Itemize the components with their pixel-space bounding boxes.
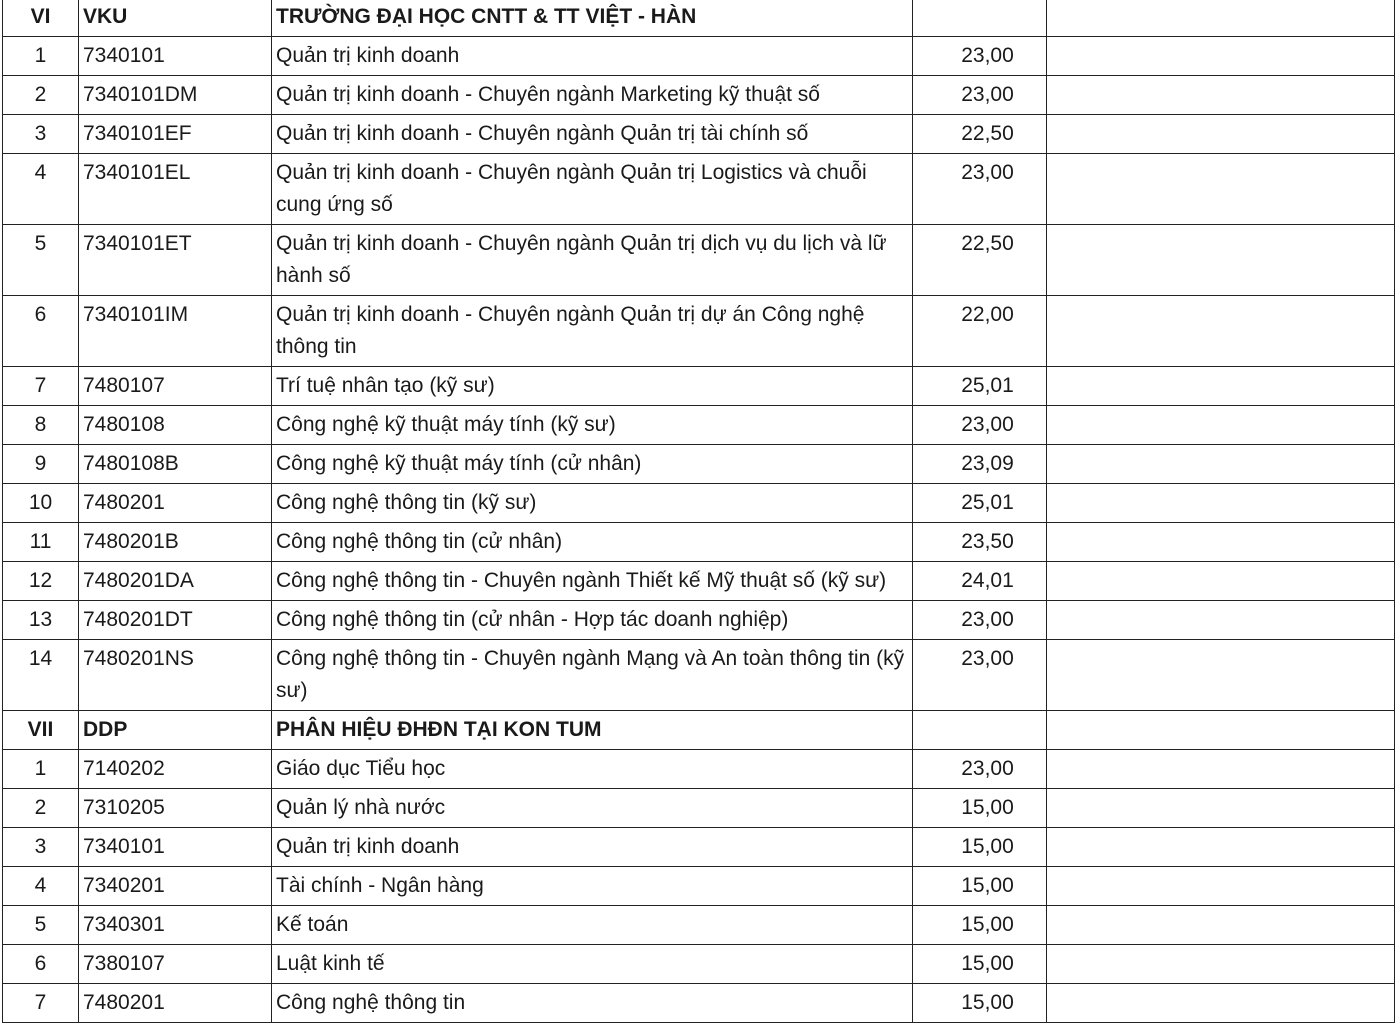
admission-score: 23,00 [913,76,1047,115]
section-roman-number: VI [3,0,79,37]
row-index: 10 [3,484,79,523]
row-index: 6 [3,296,79,367]
admission-score: 15,00 [913,867,1047,906]
major-name: Quản trị kinh doanh - Chuyên ngành Quản trị dự án Công nghệ thông tin [272,296,913,367]
note-cell [1047,984,1395,1023]
row-index: 14 [3,640,79,711]
admission-score: 22,00 [913,296,1047,367]
major-name: Quản trị kinh doanh - Chuyên ngành Quản trị tài chính số [272,115,913,154]
row-index: 3 [3,115,79,154]
major-name: Công nghệ thông tin - Chuyên ngành Mạng và An toàn thông tin (kỹ sư) [272,640,913,711]
table-row [3,867,1395,906]
major-name: Giáo dục Tiểu học [272,750,913,789]
major-code: 7480201DT [79,601,272,640]
major-name: Trí tuệ nhân tạo (kỹ sư) [272,367,913,406]
row-index: 1 [3,750,79,789]
note-cell [1047,789,1395,828]
admission-score: 23,00 [913,154,1047,225]
table-row [3,789,1395,828]
section-note-cell [1047,711,1395,750]
table-row [3,76,1395,115]
note-cell [1047,484,1395,523]
major-name: Tài chính - Ngân hàng [272,867,913,906]
admission-score: 15,00 [913,945,1047,984]
note-cell [1047,225,1395,296]
admission-score: 15,00 [913,789,1047,828]
major-code: 7480201 [79,484,272,523]
note-cell [1047,906,1395,945]
major-code: 7480107 [79,367,272,406]
major-code: 7480201 [79,984,272,1023]
row-index: 8 [3,406,79,445]
note-cell [1047,750,1395,789]
table-row [3,115,1395,154]
note-cell [1047,945,1395,984]
table-row [3,367,1395,406]
major-name: Quản trị kinh doanh - Chuyên ngành Quản trị dịch vụ du lịch và lữ hành số [272,225,913,296]
major-code: 7480201B [79,523,272,562]
major-code: 7310205 [79,789,272,828]
note-cell [1047,867,1395,906]
section-school-name: TRƯỜNG ĐẠI HỌC CNTT & TT VIỆT - HÀN [272,0,913,37]
table-row [3,562,1395,601]
major-code: 7340101ET [79,225,272,296]
major-code: 7340201 [79,867,272,906]
row-index: 7 [3,984,79,1023]
section-header-row [3,0,1395,37]
row-index: 12 [3,562,79,601]
major-name: Kế toán [272,906,913,945]
major-name: Quản trị kinh doanh - Chuyên ngành Marketing kỹ thuật số [272,76,913,115]
admission-score: 15,00 [913,828,1047,867]
major-name: Công nghệ thông tin (cử nhân) [272,523,913,562]
row-index: 9 [3,445,79,484]
row-index: 6 [3,945,79,984]
admission-score: 22,50 [913,225,1047,296]
row-index: 4 [3,867,79,906]
major-code: 7340301 [79,906,272,945]
section-school-code: VKU [79,0,272,37]
section-school-code: DDP [79,711,272,750]
note-cell [1047,406,1395,445]
major-name: Luật kinh tế [272,945,913,984]
admission-score: 23,00 [913,37,1047,76]
admission-score: 24,01 [913,562,1047,601]
table-row [3,601,1395,640]
table-row [3,523,1395,562]
major-code: 7480201DA [79,562,272,601]
major-name: Công nghệ kỹ thuật máy tính (cử nhân) [272,445,913,484]
table-row [3,225,1395,296]
row-index: 11 [3,523,79,562]
table-row [3,296,1395,367]
major-name: Công nghệ thông tin [272,984,913,1023]
section-score-cell [913,711,1047,750]
note-cell [1047,154,1395,225]
row-index: 5 [3,906,79,945]
note-cell [1047,37,1395,76]
note-cell [1047,523,1395,562]
table-row [3,640,1395,711]
note-cell [1047,640,1395,711]
row-index: 3 [3,828,79,867]
major-code: 7480108B [79,445,272,484]
table-row [3,154,1395,225]
note-cell [1047,562,1395,601]
major-name: Quản lý nhà nước [272,789,913,828]
table-row [3,828,1395,867]
table-row [3,750,1395,789]
admission-score: 23,00 [913,601,1047,640]
row-index: 13 [3,601,79,640]
admission-score: 15,00 [913,906,1047,945]
section-header-row [3,711,1395,750]
major-name: Quản trị kinh doanh [272,828,913,867]
table-row [3,945,1395,984]
section-roman-number: VII [3,711,79,750]
row-index: 1 [3,37,79,76]
note-cell [1047,828,1395,867]
major-code: 7340101 [79,37,272,76]
major-code: 7380107 [79,945,272,984]
major-code: 7480108 [79,406,272,445]
note-cell [1047,367,1395,406]
row-index: 4 [3,154,79,225]
major-code: 7340101IM [79,296,272,367]
table-row [3,484,1395,523]
table-row [3,984,1395,1023]
note-cell [1047,601,1395,640]
note-cell [1047,115,1395,154]
major-code: 7340101EF [79,115,272,154]
major-code: 7480201NS [79,640,272,711]
major-name: Quản trị kinh doanh [272,37,913,76]
row-index: 2 [3,789,79,828]
major-code: 7140202 [79,750,272,789]
note-cell [1047,445,1395,484]
major-name: Công nghệ thông tin (kỹ sư) [272,484,913,523]
major-name: Công nghệ kỹ thuật máy tính (kỹ sư) [272,406,913,445]
major-code: 7340101EL [79,154,272,225]
major-name: Quản trị kinh doanh - Chuyên ngành Quản trị Logistics và chuỗi cung ứng số [272,154,913,225]
table-row [3,445,1395,484]
admission-score: 15,00 [913,984,1047,1023]
row-index: 2 [3,76,79,115]
admission-score: 22,50 [913,115,1047,154]
major-code: 7340101DM [79,76,272,115]
admission-score: 25,01 [913,367,1047,406]
major-name: Công nghệ thông tin - Chuyên ngành Thiết kế Mỹ thuật số (kỹ sư) [272,562,913,601]
table-row [3,906,1395,945]
major-name: Công nghệ thông tin (cử nhân - Hợp tác doanh nghiệp) [272,601,913,640]
admission-score: 25,01 [913,484,1047,523]
table-row [3,37,1395,76]
major-code: 7340101 [79,828,272,867]
row-index: 5 [3,225,79,296]
admission-score: 23,00 [913,406,1047,445]
section-note-cell [1047,0,1395,37]
section-score-cell [913,0,1047,37]
note-cell [1047,76,1395,115]
note-cell [1047,296,1395,367]
section-school-name: PHÂN HIỆU ĐHĐN TẠI KON TUM [272,711,913,750]
admission-score-table [2,0,1395,1023]
row-index: 7 [3,367,79,406]
admission-score: 23,00 [913,640,1047,711]
admission-score: 23,50 [913,523,1047,562]
table-body [3,0,1395,1023]
table-row [3,406,1395,445]
admission-score: 23,09 [913,445,1047,484]
admission-score: 23,00 [913,750,1047,789]
